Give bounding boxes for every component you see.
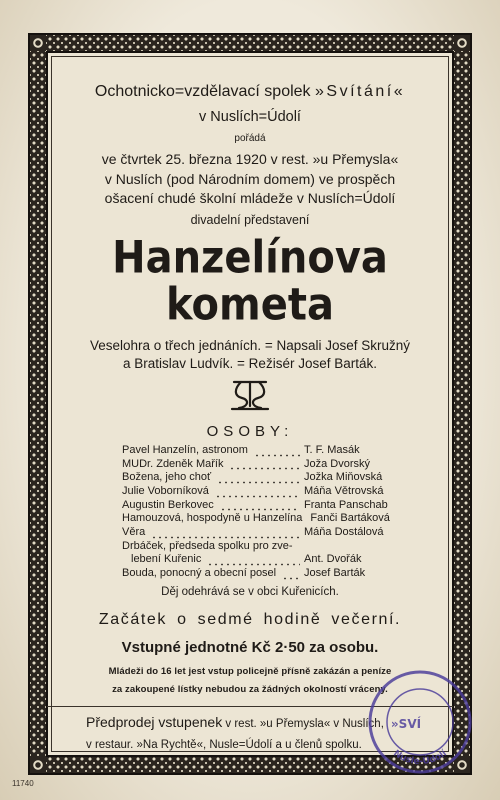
society-label: Ochotnicko=vzdělavací spolek	[94, 83, 311, 100]
cast-actor: Ant. Dvořák	[304, 553, 362, 566]
cast-role: Hamouzová, hospodyně u Hanzelína	[122, 512, 303, 525]
play-title-line-1: Hanzelínova	[112, 232, 388, 284]
leader-dots	[215, 473, 300, 485]
cast-actor: Josef Barták	[304, 567, 366, 580]
cast-row	[122, 471, 404, 485]
cast-heading: OSOBY:	[206, 423, 294, 440]
society-location: v Nuslích=Údolí	[199, 109, 301, 125]
admission-price: Vstupné jednotné Kč 2·50 za osobu.	[121, 639, 379, 656]
event-line: ošacení chudé školní mládeže v Nuslích=Údolí	[104, 190, 396, 206]
leader-dots	[205, 555, 300, 567]
cast-role: Božena, jeho choť	[122, 471, 212, 484]
cast-actor: Joža Dvorský	[304, 457, 371, 470]
play-title-line-2: kometa	[166, 279, 334, 331]
society-stamp	[366, 668, 474, 776]
corner-ornament	[454, 35, 470, 51]
cast-role: Drbáček, předseda spolku pro zve-	[122, 539, 293, 552]
presale-line	[86, 712, 384, 735]
cast-role: Augustin Berkovec	[122, 498, 214, 511]
stamp-bottom-path: Nusle-Údolí	[391, 748, 449, 768]
leader-dots	[280, 569, 300, 581]
leader-dots	[252, 446, 300, 458]
cast-list	[122, 444, 404, 581]
cast-row	[122, 540, 404, 554]
cast-role: Věra	[122, 526, 146, 539]
society-line	[50, 81, 450, 103]
presents-label: pořádá	[234, 133, 266, 144]
leader-dots	[213, 487, 300, 499]
ornament-right-curl	[253, 382, 264, 408]
cast-row-continuation	[122, 554, 404, 568]
stamp-center-text: »SVÍ	[390, 717, 422, 731]
leader-dots	[227, 459, 300, 471]
start-time: Začátek o sedmé hodině večerní.	[98, 611, 402, 628]
cast-actor: Máňa Dostálová	[304, 526, 384, 539]
cast-row	[122, 499, 404, 513]
ornament-left-curl	[236, 382, 247, 408]
credits	[50, 337, 450, 373]
event-line: ve čtvrtek 25. března 1920 v rest. »u Přemysla«	[101, 151, 399, 167]
cast-actor: Máňa Větrovská	[304, 485, 384, 498]
corner-ornament	[30, 757, 46, 773]
cast-role: Pavel Hanzelín, astronom	[122, 443, 248, 456]
cast-row	[122, 458, 404, 472]
cast-role: Julie Voborníková	[122, 485, 209, 498]
setting-note: Děj odehrává se v obci Kuřenicích.	[161, 586, 339, 598]
leader-dots	[149, 528, 300, 540]
monogram-ornament-icon	[224, 377, 276, 411]
presale-venue-1: v rest. »u Přemysla« v Nuslích,	[225, 718, 384, 730]
cast-row	[122, 444, 404, 458]
cast-actor: Jožka Miňovská	[304, 471, 383, 484]
performance-kind: divadelní představení	[190, 213, 310, 227]
society-name: »Svítání«	[315, 83, 406, 100]
cast-actor: T. F. Masák	[304, 443, 360, 456]
print-code: 11740	[12, 779, 34, 788]
cast-row	[122, 567, 404, 581]
cast-row	[122, 526, 404, 540]
presale-lead: Předprodej vstupenek	[86, 714, 223, 730]
cast-row	[122, 512, 404, 526]
corner-ornament	[30, 35, 46, 51]
cast-role: MUDr. Zdeněk Mařík	[122, 457, 224, 470]
event-details	[50, 150, 450, 209]
credits-line: Veselohra o třech jednáních. = Napsali Josef Skružný	[89, 338, 411, 353]
presale-info	[86, 712, 384, 756]
cast-role: Bouda, ponocný a obecní posel	[122, 567, 277, 580]
stamp-bottom-text	[391, 748, 449, 767]
notice-line: za zakoupené lístky nebudou za žádných okolností vráceny.	[112, 684, 388, 695]
credits-line: a Bratislav Ludvík. = Režisér Josef Barták.	[123, 356, 377, 371]
leader-dots	[218, 500, 300, 512]
event-line: v Nuslích (pod Národním domem) ve prospěch	[104, 170, 396, 187]
notice-line: Mládeži do 16 let jest vstup policejně přísně zakázán a peníze	[108, 666, 392, 677]
cast-role-continuation: lebení Kuřenic	[131, 553, 202, 566]
presale-line: v restaur. »Na Rychtě«, Nusle=Údolí a u členů spolku.	[86, 739, 362, 751]
cast-row	[122, 485, 404, 499]
cast-actor: Franta Panschab	[304, 498, 388, 511]
cast-actor: Fanči Bartáková	[310, 512, 390, 525]
